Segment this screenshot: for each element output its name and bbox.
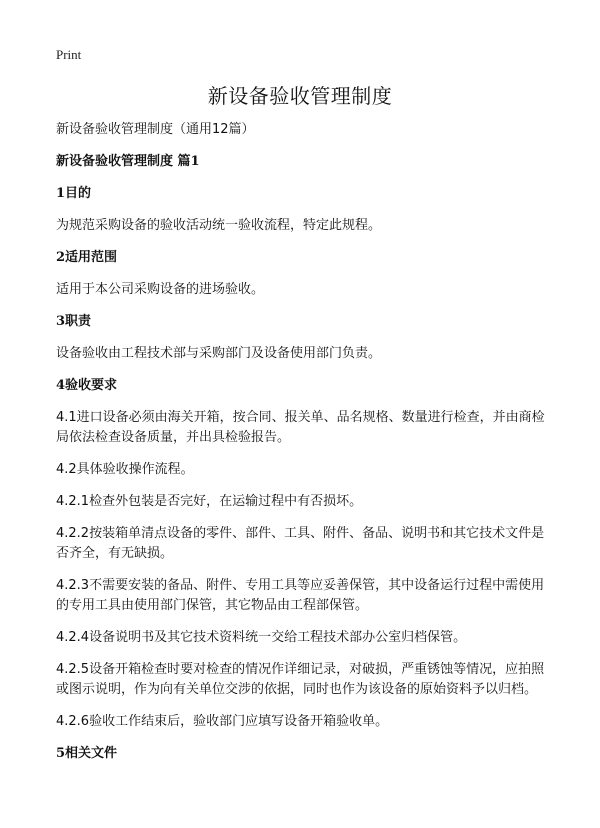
paragraph: 4.2.6验收工作结束后，验收部门应填写设备开箱验收单。 — [56, 714, 389, 729]
paragraph: 4.2.5设备开箱检查时要对检查的情况作详细记录，对破损，严重锈蚀等情况，应拍照或图示说明，作为向有关单位交涉的依据，同时也作为该设备的原始资料予以归档。 — [56, 662, 545, 697]
section-heading: 3职责 — [56, 314, 92, 329]
paragraph: 4.1进口设备必须由海关开箱，按合同、报关单、品名规格、数量进行检查，并由商检局依法检查设备质量，并出具检验报告。 — [56, 410, 545, 445]
document-body — [56, 120, 556, 776]
section-title: 新设备验收管理制度 篇1 — [56, 154, 200, 169]
document-title: 新设备验收管理制度 — [207, 84, 393, 108]
paragraph: 4.2.1检查外包装是否完好，在运输过程中有否损坏。 — [56, 494, 363, 509]
paragraph: 4.2.3不需要安装的备品、附件、专用工具等应妥善保管，其中设备运行过程中需使用的专用工具由使用部门保管，其它物品由工程部保管。 — [56, 578, 545, 613]
section-heading: 5相关文件 — [56, 746, 118, 761]
section-heading: 2适用范围 — [56, 250, 118, 265]
document-blocks — [56, 184, 556, 764]
paragraph: 4.2.4设备说明书及其它技术资料统一交给工程技术部办公室归档保管。 — [56, 630, 467, 645]
paragraph: 为规范采购设备的验收活动统一验收流程，特定此规程。 — [56, 218, 382, 233]
document-subtitle: 新设备验收管理制度（通用12篇） — [56, 122, 255, 137]
section-heading: 1目的 — [56, 186, 92, 201]
paragraph: 适用于本公司采购设备的进场验收。 — [56, 282, 265, 297]
section-heading: 4验收要求 — [56, 378, 118, 393]
paragraph: 设备验收由工程技术部与采购部门及设备使用部门负责。 — [56, 346, 382, 361]
print-link[interactable]: Print — [56, 47, 82, 62]
paragraph: 4.2具体验收操作流程。 — [56, 462, 194, 477]
paragraph: 4.2.2按装箱单清点设备的零件、部件、工具、附件、备品、说明书和其它技术文件是否齐全，有无缺损。 — [56, 526, 545, 561]
